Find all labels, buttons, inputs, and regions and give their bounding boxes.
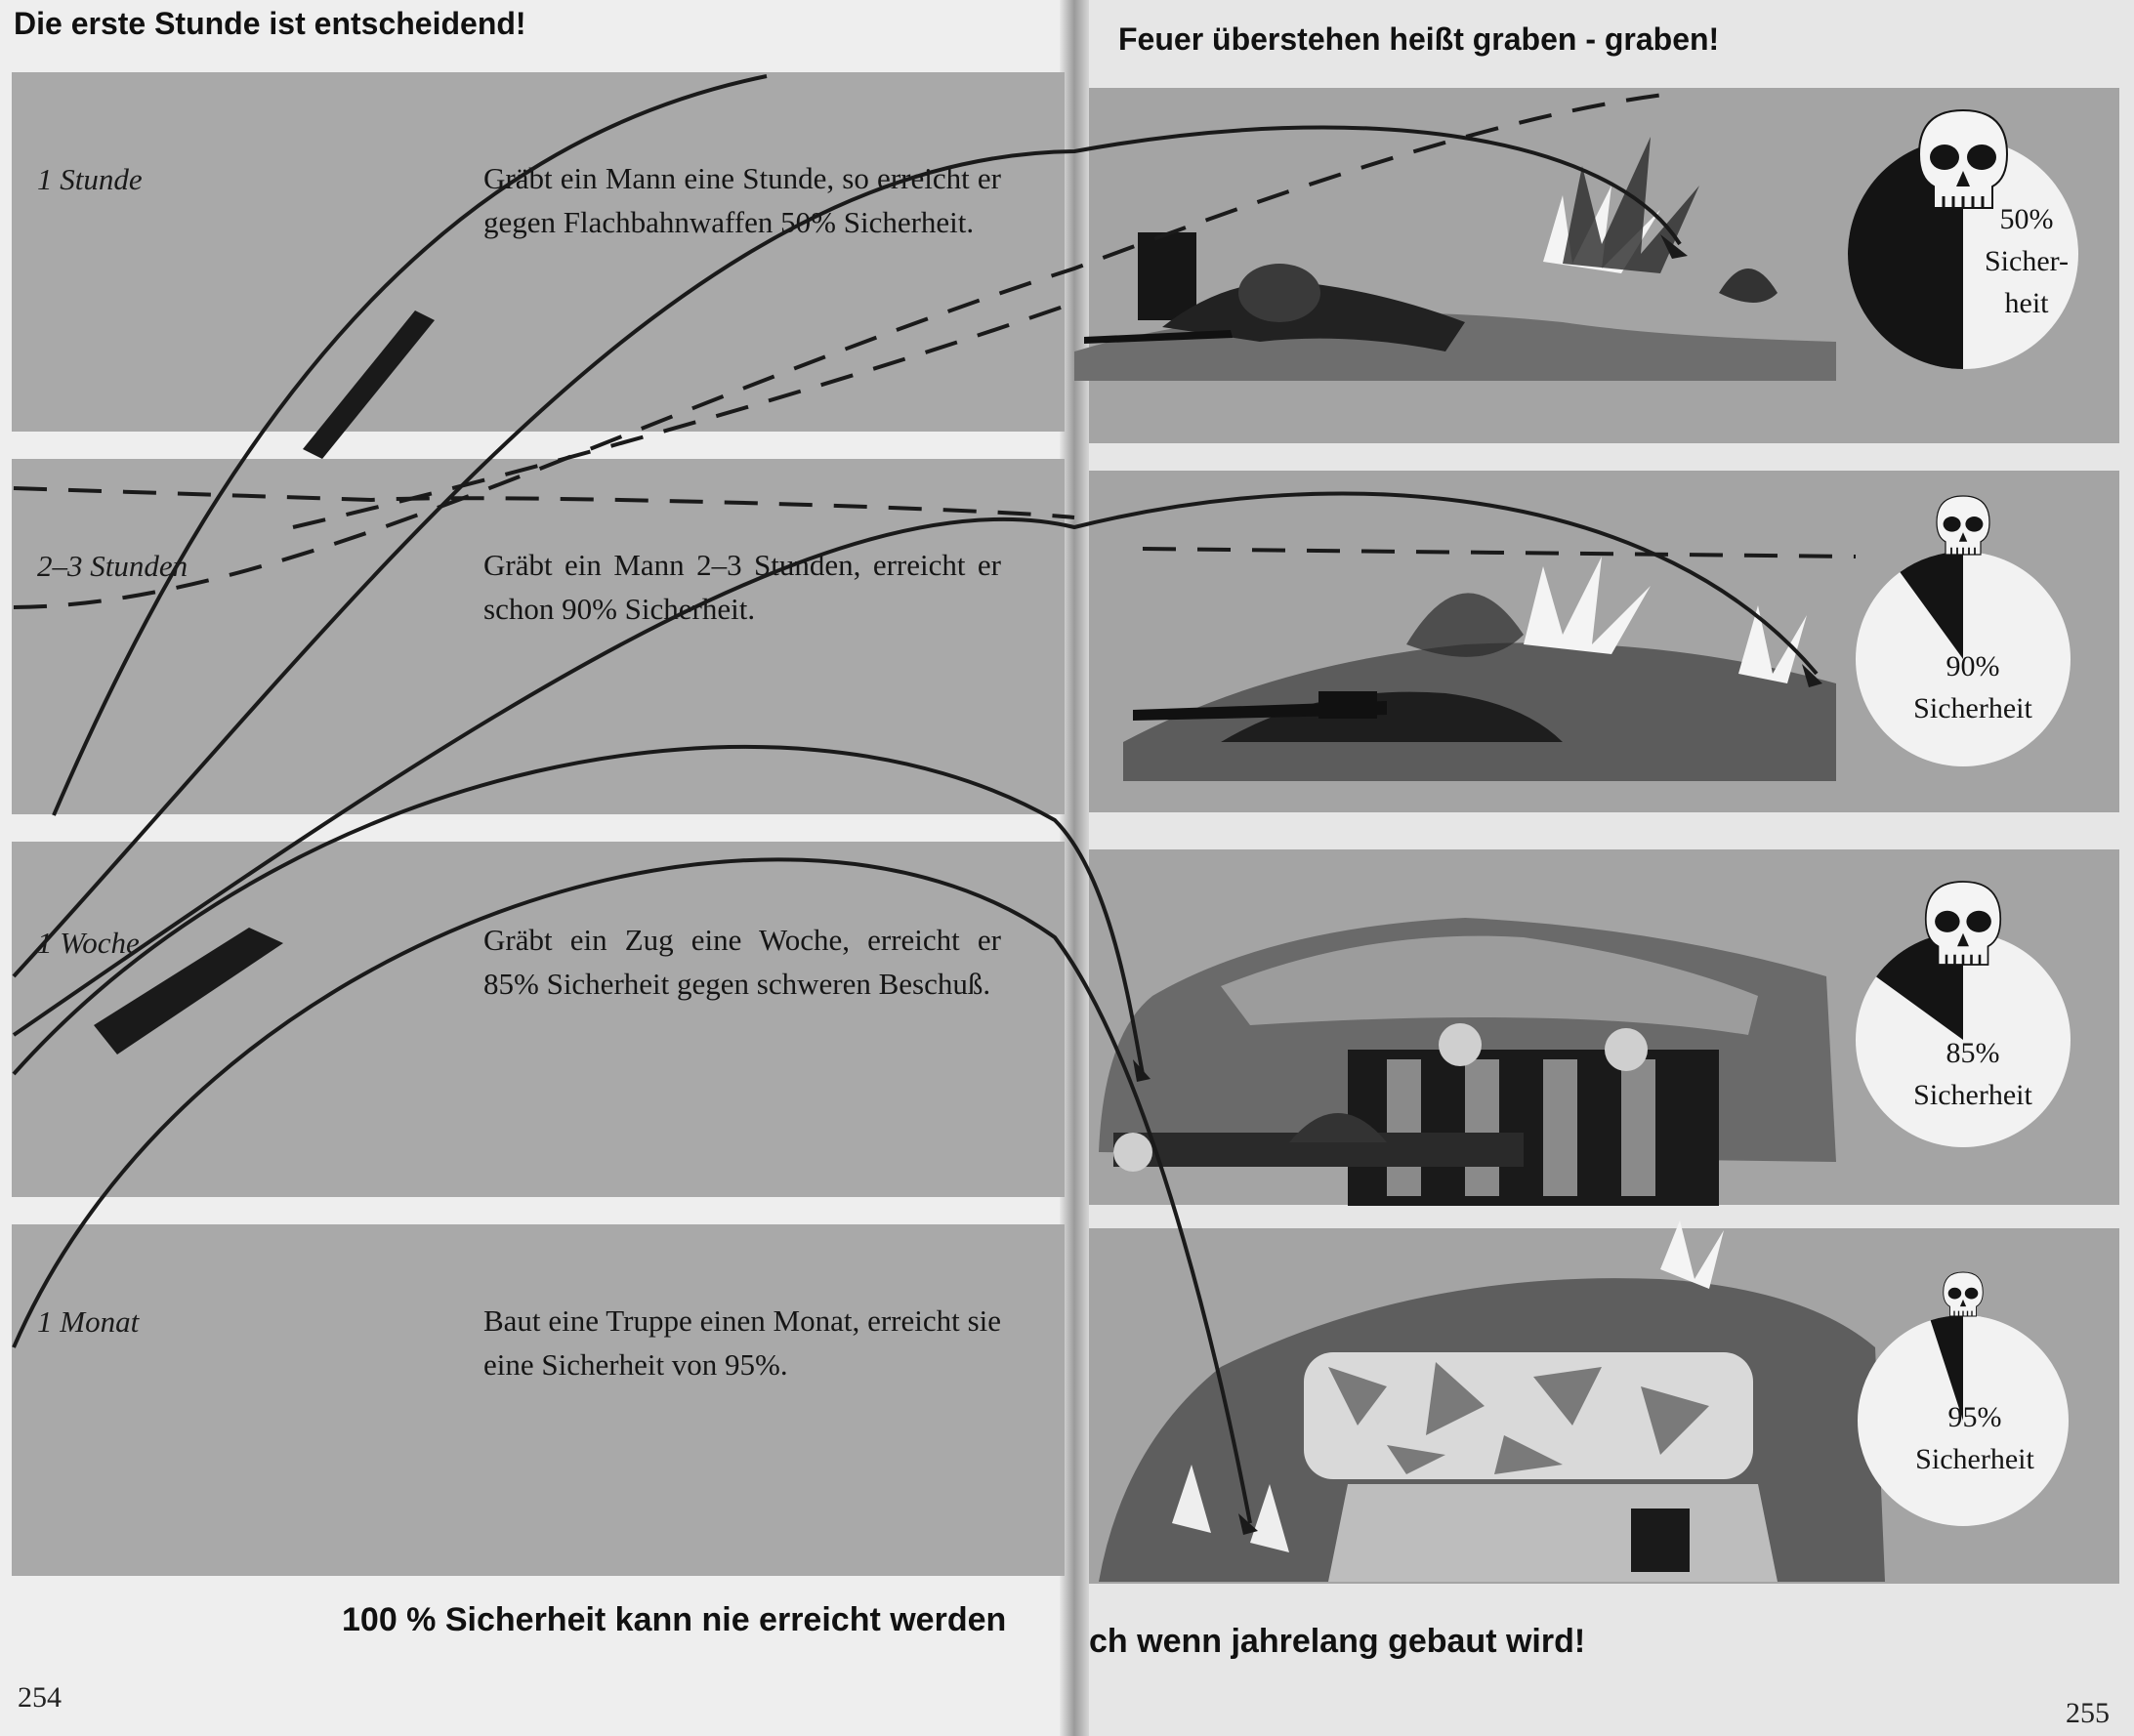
left-page-heading: Die erste Stunde ist entscheidend! [14,6,526,41]
row-description: Gräbt ein Mann 2–3 Stunden, erreicht er schon 90% Sicherheit. [483,548,1001,626]
safety-label-1: 50% Sicher- heit [1984,203,2070,319]
row-time-label: 1 Monat [37,1304,140,1339]
row-time-label: 1 Woche [37,926,140,960]
skull-icon [1937,496,1989,555]
row-description: Baut eine Truppe einen Monat, erreicht sie eine Sicherheit von 95%. [483,1303,1001,1382]
footer-right: ch wenn jahrelang gebaut wird! [1089,1623,1586,1660]
row-time-label: 1 Stunde [37,162,143,196]
dashed-line-5 [1143,549,1856,557]
right-page-heading: Feuer überstehen heißt graben - graben! [1118,21,1720,57]
skull-icon [1944,1272,1984,1316]
projectile-2 [94,928,283,1054]
dashed-line-2 [14,488,1074,517]
trajectory-1 [54,76,767,815]
page-number-right: 255 [2066,1697,2110,1729]
page-number-left: 254 [18,1681,62,1714]
safety-label-4: 95% Sicherheit [1915,1401,2034,1475]
dashed-line-1 [14,93,1680,607]
footer-left: 100 % Sicherheit kann nie erreicht werden [342,1601,1007,1638]
row-description: Gräbt ein Zug eine Woche, erreicht er 85% Sicherheit gegen schweren Beschuß. [483,923,1001,1001]
row-time-label: 2–3 Stunden [37,549,188,583]
trajectory-4 [14,747,1143,1074]
safety-label-2: 90% Sicherheit [1913,650,2032,724]
row-description: Gräbt ein Mann eine Stunde, so erreicht er gegen Flachbahnwaffen 50% Sicherheit. [483,161,1001,239]
safety-label-3: 85% Sicherheit [1913,1037,2032,1111]
projectile-1 [303,310,435,459]
